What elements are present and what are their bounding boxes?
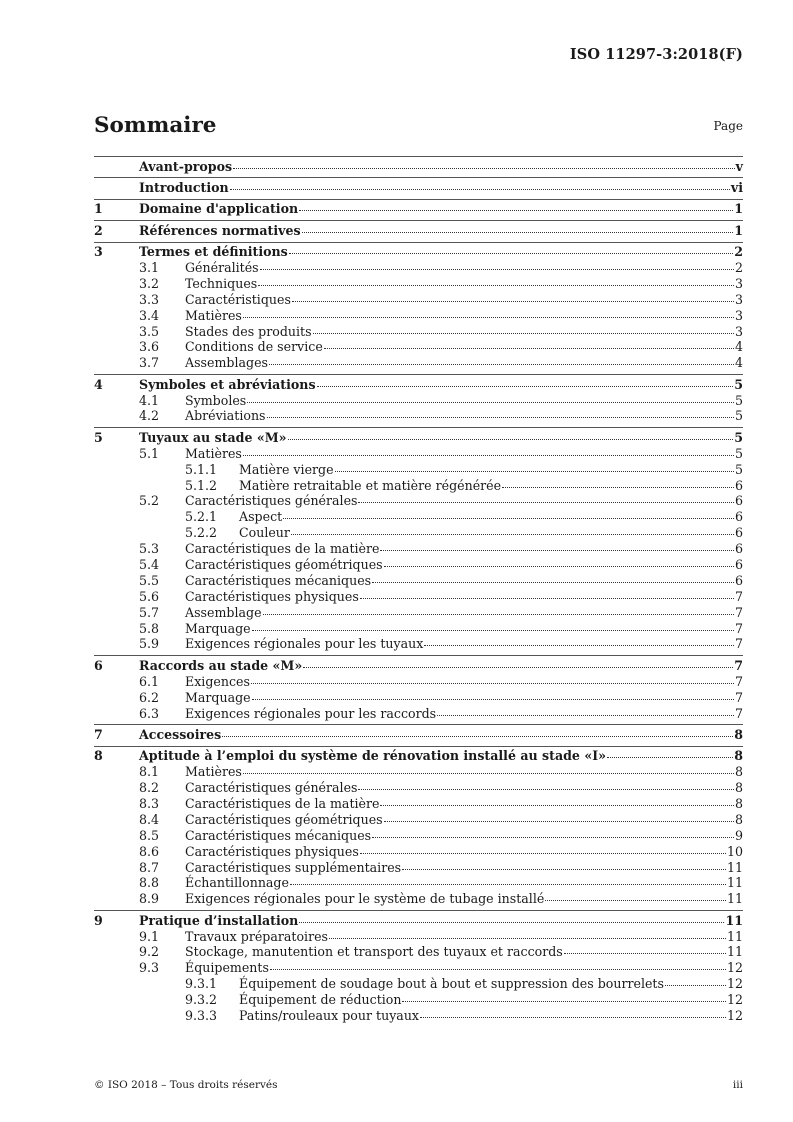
toc-entry-number: 8.5 [139,827,160,843]
toc-entry-title: Matière retraitable et matière régénérée [239,477,502,493]
toc-entry-number: 9.3.1 [185,976,218,992]
toc-entry[interactable] [94,944,743,960]
toc-entry[interactable] [94,557,743,573]
dot-leader [402,869,726,870]
toc-entry-page: 8 [734,748,743,764]
toc-entry-number: 9.3.2 [185,992,218,1008]
toc-entry-number: 3.4 [139,307,160,323]
toc-entry-title: Équipements [185,960,269,976]
dot-leader [292,301,734,302]
toc-entry-page: 11 [726,928,743,944]
toc-entry-title: Domaine d'application [139,201,299,217]
toc-entry-title: Caractéristiques mécaniques [185,827,372,843]
toc-entry-number: 3 [94,244,103,260]
toc-entry[interactable] [94,509,743,525]
toc-entry-page: 12 [726,1008,743,1024]
toc-entry-number: 9.2 [139,944,160,960]
toc-entry-number: 5.9 [139,636,160,652]
toc-entry[interactable] [94,308,743,324]
toc-entry-title: Symboles et abréviations [139,376,316,392]
dot-leader [251,683,734,684]
dot-leader [384,821,734,822]
toc-entry[interactable] [94,780,743,796]
toc-entry[interactable] [94,764,743,780]
dot-leader [324,348,734,349]
toc-entry-number: 8.2 [139,780,160,796]
toc-entry-number: 5.1.1 [185,461,218,477]
toc-entry-page: 8 [734,811,743,827]
toc-entry-title: Assemblage [185,604,262,620]
toc-section [94,427,743,655]
toc-entry[interactable] [94,276,743,292]
toc-entry-number: 9.3 [139,960,160,976]
dot-leader [269,364,734,365]
dot-leader [360,853,726,854]
toc-entry[interactable] [94,223,743,239]
toc-entry-number: 8.6 [139,843,160,859]
toc-entry-page: 9 [734,827,743,843]
page-column-label: Page [713,119,743,133]
toc-entry-page: 7 [734,620,743,636]
dot-leader [258,285,734,286]
toc-entry-title: Caractéristiques physiques [185,843,359,859]
toc-entry-title: Matières [185,307,242,323]
toc-entry-page: 11 [726,875,743,891]
dot-leader [247,402,734,403]
toc-entry-title: Aptitude à l’emploi du système de rénovation installé au stade «I» [139,748,606,764]
toc-entry-page: 1 [734,201,743,217]
toc-entry-title: Termes et définitions [139,244,288,260]
dot-leader [402,1001,725,1002]
toc-section [94,220,743,241]
toc-entry-page: 6 [734,509,743,525]
dot-leader [607,757,733,758]
toc-entry-page: 4 [734,339,743,355]
toc-entry-page: 1 [734,222,743,238]
toc-entry-page: 11 [726,859,743,875]
toc-entry-page: 11 [725,912,743,928]
toc-entry[interactable] [94,960,743,976]
toc-entry-page: 10 [726,843,743,859]
toc-entry-number: 3.2 [139,275,160,291]
toc-entry[interactable] [94,462,743,478]
toc-entry-number: 5.2 [139,493,160,509]
dot-leader [313,333,734,334]
dot-leader [358,502,734,503]
toc-entry-page: 5 [734,429,743,445]
dot-leader [384,566,734,567]
toc-entry-title: Généralités [185,259,259,275]
toc-entry[interactable] [94,573,743,589]
toc-entry[interactable] [94,658,743,674]
toc-entry-number: 3.1 [139,259,160,275]
toc-entry-page: 3 [734,275,743,291]
toc-entry[interactable] [94,674,743,690]
toc-entry-number: 9.3.3 [185,1008,218,1024]
toc-section [94,724,743,745]
dot-leader [303,667,733,668]
toc-entry-number: 3.3 [139,291,160,307]
toc-entry[interactable] [94,875,743,891]
toc-entry-title: Caractéristiques [185,291,291,307]
toc-entry[interactable] [94,377,743,393]
toc-entry[interactable] [94,828,743,844]
toc-entry-number: 5.1 [139,445,160,461]
toc-entry-page: 8 [734,780,743,796]
toc-entry-number: 8.8 [139,875,160,891]
toc-section [94,910,743,1027]
toc-entry-page: 6 [734,556,743,572]
toc-entry-title: Équipement de soudage bout à bout et suppression des bourrelets [239,976,664,992]
toc-entry-page: vi [730,179,743,195]
toc-entry-number: 3.7 [139,355,160,371]
toc-entry[interactable] [94,1008,743,1024]
toc-entry[interactable] [94,244,743,260]
toc-entry[interactable] [94,605,743,621]
toc-entry[interactable] [94,621,743,637]
toc-entry-title: Exigences régionales pour les raccords [185,705,437,721]
toc-entry-title: Marquage [185,689,251,705]
toc-entry-page: 11 [726,944,743,960]
toc-entry-number: 6 [94,657,103,673]
table-of-contents [94,156,743,1027]
toc-entry-title: Caractéristiques mécaniques [185,572,372,588]
toc-entry-page: 3 [734,307,743,323]
dot-leader [358,789,734,790]
dot-leader [230,189,730,190]
toc-entry-page: 12 [726,992,743,1008]
toc-entry-title: Accessoires [139,726,222,742]
dot-leader [267,417,734,418]
toc-entry-title: Caractéristiques supplémentaires [185,859,402,875]
toc-entry-number: 6.1 [139,673,160,689]
toc-entry[interactable] [94,929,743,945]
dot-leader [360,598,734,599]
toc-entry-page: 6 [734,572,743,588]
toc-entry-number: 8 [94,748,103,764]
toc-entry-page: 11 [726,891,743,907]
toc-entry-title: Couleur [239,525,290,541]
toc-entry-title: Caractéristiques générales [185,493,358,509]
toc-section [94,242,743,375]
toc-entry-number: 5.1.2 [185,477,218,493]
toc-entry-number: 6.3 [139,705,160,721]
dot-leader [380,805,734,806]
toc-entry-page: 3 [734,323,743,339]
toc-entry[interactable] [94,408,743,424]
toc-entry[interactable] [94,525,743,541]
toc-entry-number: 6.2 [139,689,160,705]
toc-entry-title: Équipement de réduction [239,992,402,1008]
toc-entry-page: 7 [734,705,743,721]
toc-entry-title: Abréviations [185,408,266,424]
dot-leader [252,699,734,700]
toc-entry[interactable] [94,690,743,706]
toc-entry[interactable] [94,180,743,196]
toc-entry-number: 5.2.1 [185,509,218,525]
toc-entry-page: 5 [734,408,743,424]
toc-section [94,746,743,910]
toc-entry-title: Techniques [185,275,258,291]
toc-entry-title: Échantillonnage [185,875,289,891]
toc-entry[interactable] [94,913,743,929]
toc-section [94,156,743,177]
dot-leader [291,534,734,535]
toc-entry[interactable] [94,430,743,446]
toc-entry[interactable] [94,727,743,743]
toc-entry[interactable] [94,796,743,812]
toc-section [94,177,743,198]
dot-leader [243,455,734,456]
dot-leader [263,614,734,615]
toc-entry-page: 7 [734,636,743,652]
toc-entry-title: Matières [185,445,242,461]
toc-entry-title: Exigences régionales pour le système de tubage installé [185,891,545,907]
toc-entry-title: Patins/rouleaux pour tuyaux [239,1008,420,1024]
toc-entry[interactable] [94,636,743,652]
footer-page-number: iii [732,1079,743,1091]
toc-entry-number: 8.1 [139,764,160,780]
toc-entry-number: 8.4 [139,811,160,827]
dot-leader [222,736,733,737]
toc-entry[interactable] [94,976,743,992]
toc-entry-page: 7 [734,673,743,689]
dot-leader [270,969,726,970]
toc-entry[interactable] [94,589,743,605]
toc-entry-number: 4.1 [139,392,160,408]
toc-entry-title: Raccords au stade «M» [139,657,303,673]
toc-entry-page: v [735,158,743,174]
toc-entry-page: 7 [734,588,743,604]
toc-entry-page: 7 [734,657,743,673]
toc-entry-number: 5.3 [139,541,160,557]
dot-leader [437,715,734,716]
toc-entry-title: Références normatives [139,222,301,238]
toc-section [94,374,743,427]
toc-entry-number: 5.5 [139,572,160,588]
toc-entry-page: 2 [734,259,743,275]
toc-entry-page: 6 [734,541,743,557]
toc-entry-page: 4 [734,355,743,371]
toc-entry-page: 12 [726,976,743,992]
dot-leader [380,550,734,551]
toc-entry[interactable] [94,891,743,907]
dot-leader [252,630,734,631]
toc-entry[interactable] [94,860,743,876]
toc-entry-title: Matières [185,764,242,780]
dot-leader [545,900,726,901]
toc-entry-title: Caractéristiques de la matière [185,541,380,557]
toc-entry-title: Conditions de service [185,339,323,355]
toc-entry-page: 5 [734,461,743,477]
dot-leader [335,471,734,472]
toc-entry-title: Caractéristiques géométriques [185,811,383,827]
dot-leader [317,386,734,387]
toc-entry-page: 7 [734,604,743,620]
dot-leader [302,232,734,233]
toc-entry[interactable] [94,748,743,764]
toc-entry-title: Exigences régionales pour les tuyaux [185,636,424,652]
toc-entry[interactable] [94,493,743,509]
dot-leader [288,439,734,440]
document-id: ISO 11297-3:2018(F) [569,46,743,63]
toc-entry-number: 9 [94,912,103,928]
toc-entry-number: 5 [94,429,103,445]
toc-entry[interactable] [94,260,743,276]
dot-leader [233,168,735,169]
toc-entry-title: Caractéristiques générales [185,780,358,796]
toc-entry-title: Avant-propos [139,158,233,174]
toc-entry-number: 4.2 [139,408,160,424]
toc-entry-number: 8.3 [139,795,160,811]
toc-entry[interactable] [94,541,743,557]
toc-entry-page: 6 [734,525,743,541]
toc-entry-number: 5.4 [139,556,160,572]
dot-leader [283,518,734,519]
dot-leader [260,269,734,270]
toc-entry-page: 2 [734,244,743,260]
toc-entry-number: 4 [94,376,103,392]
toc-entry-page: 12 [726,960,743,976]
toc-entry[interactable] [94,355,743,371]
toc-entry-page: 5 [734,392,743,408]
toc-title: Sommaire [94,113,217,138]
toc-entry-number: 9.1 [139,928,160,944]
toc-entry[interactable] [94,292,743,308]
toc-entry-page: 7 [734,689,743,705]
toc-entry-number: 2 [94,222,103,238]
toc-entry-number: 5.6 [139,588,160,604]
toc-section [94,655,743,724]
toc-entry-number: 5.7 [139,604,160,620]
toc-section [94,199,743,220]
dot-leader [372,582,734,583]
toc-entry-page: 6 [734,477,743,493]
toc-entry-number: 3.5 [139,323,160,339]
toc-entry-number: 7 [94,726,103,742]
toc-entry-number: 8.9 [139,891,160,907]
toc-entry-title: Stockage, manutention et transport des tuyaux et raccords [185,944,563,960]
toc-entry-title: Tuyaux au stade «M» [139,429,287,445]
toc-entry-title: Matière vierge [239,461,334,477]
toc-entry-page: 5 [734,376,743,392]
dot-leader [243,773,734,774]
toc-entry-number: 1 [94,201,103,217]
toc-entry-title: Caractéristiques de la matière [185,795,380,811]
dot-leader [289,253,733,254]
dot-leader [299,210,733,211]
toc-entry-title: Caractéristiques géométriques [185,556,383,572]
dot-leader [299,922,724,923]
toc-entry[interactable] [94,478,743,494]
toc-entry-title: Stades des produits [185,323,312,339]
toc-entry-title: Marquage [185,620,251,636]
toc-entry-page: 3 [734,291,743,307]
toc-entry-number: 3.6 [139,339,160,355]
dot-leader [424,645,734,646]
toc-entry[interactable] [94,393,743,409]
toc-entry-title: Aspect [239,509,283,525]
toc-entry-title: Exigences [185,673,250,689]
toc-entry-title: Pratique d’installation [139,912,299,928]
toc-entry-number: 5.8 [139,620,160,636]
toc-entry-title: Symboles [185,392,247,408]
dot-leader [564,953,726,954]
dot-leader [502,487,734,488]
toc-entry-page: 5 [734,445,743,461]
toc-entry[interactable] [94,324,743,340]
toc-entry-number: 5.2.2 [185,525,218,541]
footer-copyright: © ISO 2018 – Tous droits réservés [94,1079,278,1091]
dot-leader [243,317,734,318]
toc-entry-page: 6 [734,493,743,509]
toc-entry[interactable] [94,844,743,860]
toc-entry-page: 8 [734,764,743,780]
dot-leader [665,985,726,986]
dot-leader [420,1017,726,1018]
toc-entry[interactable] [94,339,743,355]
dot-leader [372,837,734,838]
toc-entry-number: 8.7 [139,859,160,875]
toc-entry-title: Caractéristiques physiques [185,588,359,604]
toc-entry[interactable] [94,812,743,828]
toc-entry[interactable] [94,992,743,1008]
toc-entry[interactable] [94,706,743,722]
toc-entry[interactable] [94,159,743,175]
toc-entry-title: Introduction [139,179,229,195]
toc-entry[interactable] [94,446,743,462]
toc-entry-page: 8 [734,795,743,811]
toc-entry-title: Travaux préparatoires [185,928,329,944]
toc-entry-title: Assemblages [185,355,268,371]
toc-entry-page: 8 [734,726,743,742]
toc-entry[interactable] [94,201,743,217]
dot-leader [290,884,726,885]
dot-leader [329,938,726,939]
